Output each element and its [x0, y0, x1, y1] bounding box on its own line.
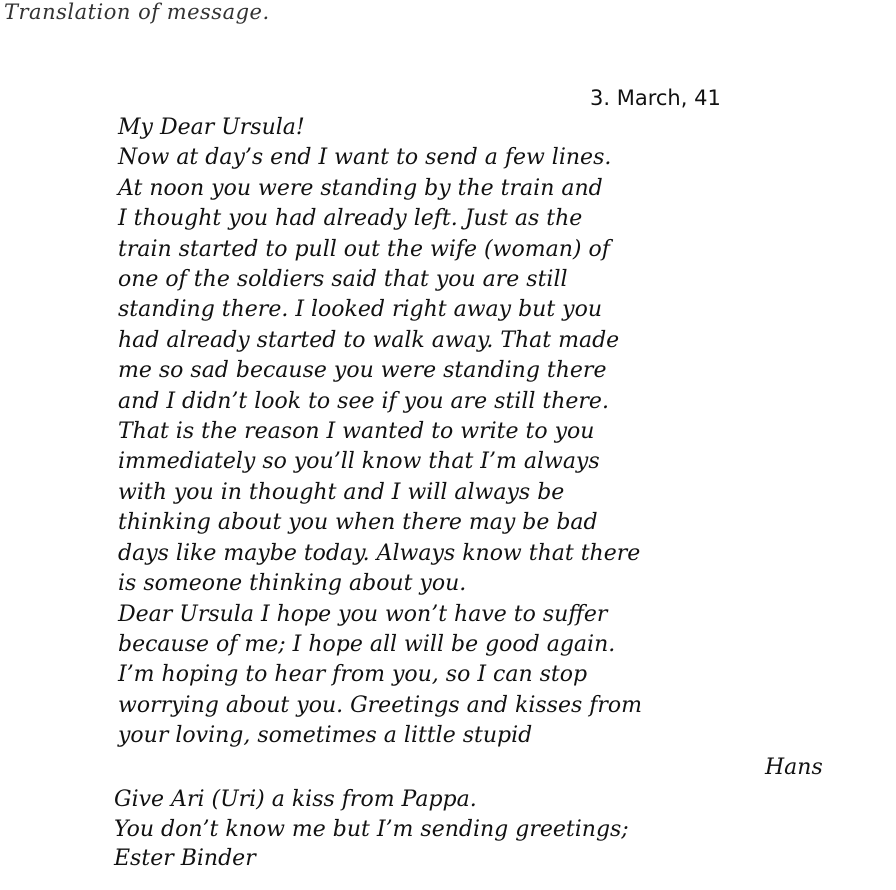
letter-line: me so sad because you were standing there [118, 358, 607, 384]
signature: Hans [765, 755, 823, 780]
letter-body [118, 113, 888, 752]
letter-line: immediately so you’ll know that I’m always [118, 449, 600, 475]
salutation-line: My Dear Ursula! [118, 115, 305, 140]
letter-line: I’m hoping to hear from you, so I can stop [118, 662, 588, 688]
letter-line: because of me; I hope all will be good again. [118, 631, 616, 657]
postscript [114, 785, 629, 874]
letter-line: and I didn’t look to see if you are still there. [118, 388, 609, 414]
letter-line: is someone thinking about you. [118, 571, 467, 597]
letter-line: thinking about you when there may be bad [118, 510, 598, 536]
letter-line: with you in thought and I will always be [118, 479, 565, 505]
letter-line: At noon you were standing by the train and [118, 175, 603, 201]
letter-line: I thought you had already left. Just as the [118, 206, 583, 232]
letter-line: standing there. I looked right away but you [118, 297, 603, 323]
letter-line: worrying about you. Greetings and kisses from [118, 692, 643, 718]
letter-line: That is the reason I wanted to write to you [118, 419, 595, 445]
letter-line: had already started to walk away. That made [118, 327, 620, 353]
letter-line: days like maybe today. Always know that there [118, 540, 641, 566]
letter-date: 3. March, 41 [590, 86, 721, 110]
letter-line: one of the soldiers said that you are still [118, 267, 568, 293]
handwritten-header-note: Translation of message. [4, 0, 270, 24]
letter-line: Dear Ursula I hope you won’t have to suffer [118, 601, 608, 627]
letter-line: Now at day’s end I want to send a few lines. [118, 145, 612, 171]
letter-line: train started to pull out the wife (woman) of [118, 236, 610, 262]
postscript-line: You don’t know me but I’m sending greetings; [114, 816, 629, 842]
postscript-line: Give Ari (Uri) a kiss from Pappa. [114, 787, 477, 812]
postscript-signature: Ester Binder [114, 846, 256, 871]
closing-line: your loving, sometimes a little stupid [118, 723, 533, 749]
